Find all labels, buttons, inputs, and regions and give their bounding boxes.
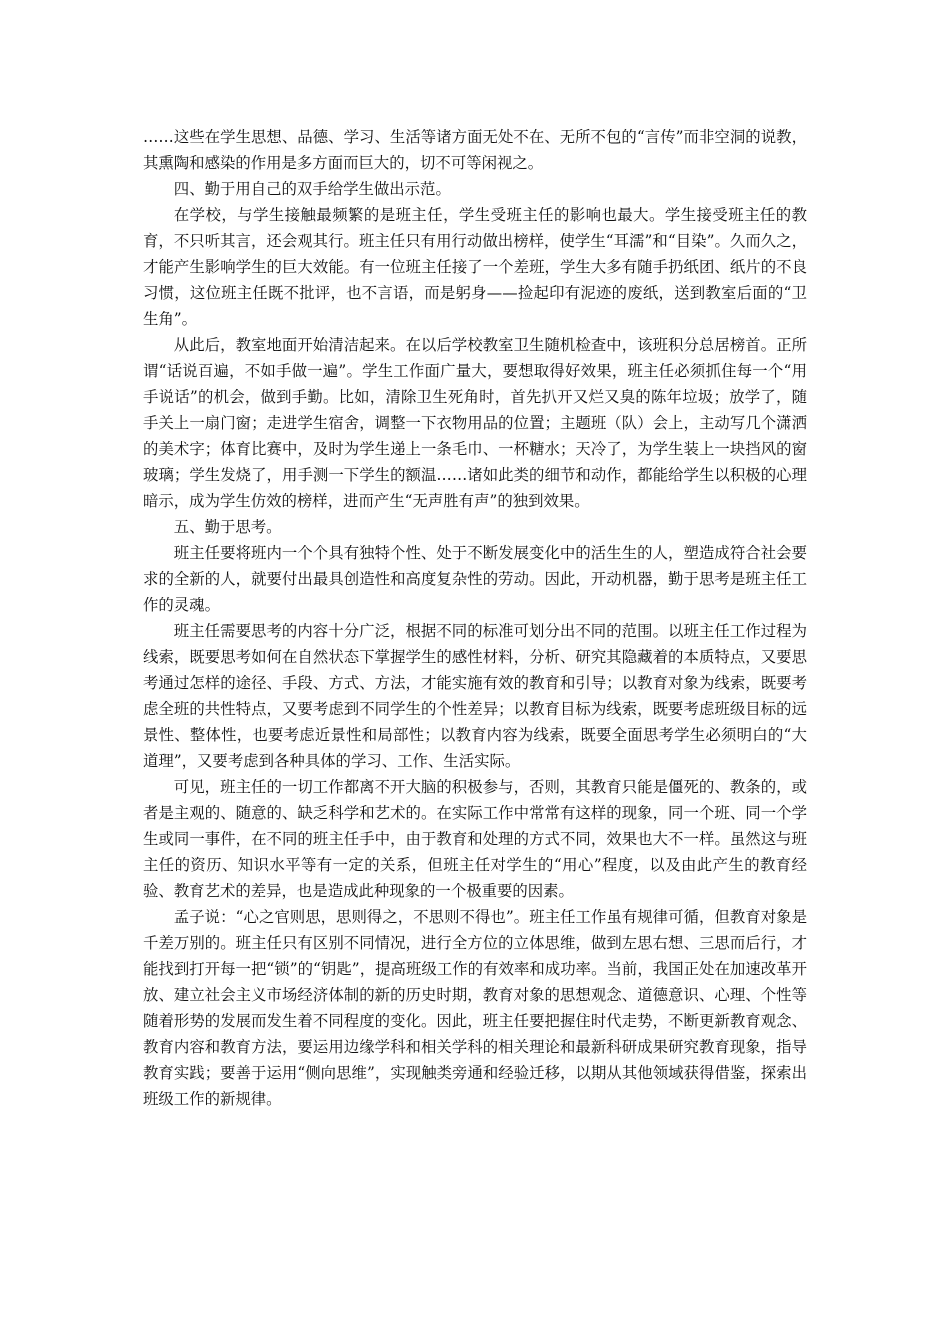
paragraph: 可见，班主任的一切工作都离不开大脑的积极参与，否则，其教育只能是僵死的、教条的，或者是主观的、随意的、缺乏科学和艺术的。在实际工作中常常有这样的现象，同一个班、同一个学生或同一事件，在不同的班主任手中，由于教育和处理的方式不同，效果也大不一样。虽然这与班主任的资历、知识水平等有一定的关系，但班主任对学生的“用心”程度，以及由此产生的教育经验、教育艺术的差异，也是造成此种现象的一个极重要的因素。: [143, 778, 807, 900]
section-heading-five: 五、勤于思考。: [173, 518, 282, 536]
section-heading-four: 四、勤于用自己的双手给学生做出示范。: [173, 180, 451, 198]
paragraph: 班主任要将班内一个个具有独特个性、处于不断发展变化中的活生生的人，塑造成符合社会要求的全新的人，就要付出最具创造性和高度复杂性的劳动。因此，开动机器，勤于思考是班主任工作的灵魂。: [143, 544, 807, 614]
paragraph: 班主任需要思考的内容十分广泛，根据不同的标准可划分出不同的范围。以班主任工作过程为线索，既要思考如何在自然状态下掌握学生的感性材料，分析、研究其隐藏着的本质特点，又要思考通过怎样的途径、手段、方式、方法，才能实施有效的教育和引导；以教育对象为线索，既要考虑全班的共性特点，又要考虑到不同学生的个性差异；以教育目标为线索，既要考虑班级目标的远景性、整体性，也要考虑近景性和局部性；以教育内容为线索，既要全面思考学生必须明白的“大道理”，又要考虑到各种具体的学习、工作、生活实际。: [143, 622, 807, 770]
document-page: [143, 124, 807, 1112]
paragraph: 从此后，教室地面开始清洁起来。在以后学校教室卫生随机检查中，该班积分总居榜首。正所谓“话说百遍，不如手做一遍”。学生工作面广量大，要想取得好效果，班主任必须抓住每一个“用手说话”的机会，做到手勤。比如，清除卫生死角时，首先扒开又烂又臭的陈年垃圾；放学了，随手关上一扇门窗；走进学生宿舍，调整一下衣物用品的位置；主题班（队）会上，主动写几个潇洒的美术字；体育比赛中，及时为学生递上一条毛巾、一杯糖水；天冷了，为学生装上一块挡风的窗玻璃；学生发烧了，用手测一下学生的额温……诸如此类的细节和动作，都能给学生以积极的心理暗示，成为学生仿效的榜样，进而产生“无声胜有声”的独到效果。: [143, 336, 807, 510]
paragraph: 在学校，与学生接触最频繁的是班主任，学生受班主任的影响也最大。学生接受班主任的教育，不只听其言，还会观其行。班主任只有用行动做出榜样，使学生“耳濡”和“目染”。久而久之，才能产生影响学生的巨大效能。有一位班主任接了一个差班，学生大多有随手扔纸团、纸片的不良习惯，这位班主任既不批评，也不言语，而是躬身——捡起印有泥迹的废纸，送到教室后面的“卫生角”。: [143, 206, 807, 328]
paragraph: 孟子说：“心之官则思，思则得之，不思则不得也”。班主任工作虽有规律可循，但教育对象是千差万别的。班主任只有区别不同情况，进行全方位的立体思维，做到左思右想、三思而后行，才能找到打开每一把“锁”的“钥匙”，提高班级工作的有效率和成功率。当前，我国正处在加速改革开放、建立社会主义市场经济体制的新的历史时期，教育对象的思想观念、道德意识、心理、个性等随着形势的发展而发生着不同程度的变化。因此，班主任要把握住时代走势，不断更新教育观念、教育内容和教育方法，要运用边缘学科和相关学科的相关理论和最新科研成果研究教育现象，指导教育实践；要善于运用“侧向思维”，实现触类旁通和经验迁移，以期从其他领域获得借鉴，探索出班级工作的新规律。: [143, 908, 807, 1108]
paragraph-continuation: ……这些在学生思想、品德、学习、生活等诸方面无处不在、无所不包的“言传”而非空洞的说教，其熏陶和感染的作用是多方面而巨大的，切不可等闲视之。: [143, 128, 807, 172]
